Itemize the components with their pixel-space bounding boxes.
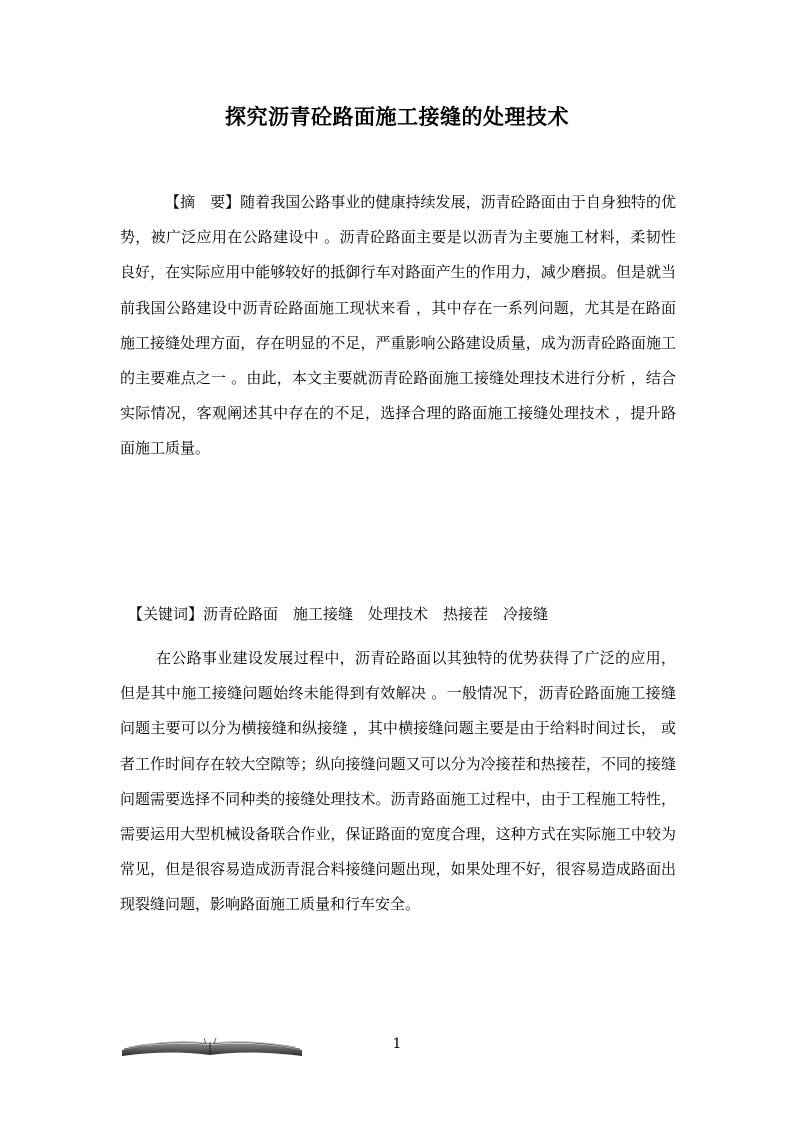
abstract-paragraph xyxy=(120,185,676,467)
page-number: 1 xyxy=(392,1036,402,1052)
abstract-text: 随着我国公路事业的健康持续发展，沥青砼路面由于自身独特的优势，被广泛应用在公路建设中 。沥青砼路面主要是以沥青为主要施工材料，柔韧性良好，在实际应用中能够较好的抵御行车对路面产生的作用力，减少磨损。但是就当前我国公路建设中沥青砼路面施工现状来看 ，其中存在一系列问题，尤其是在路面施工接缝处理方面，存在明显的不足，严重影响公路建设质量，成为沥青砼路面施工的主要难点之一 。由此，本文主要就沥青砼路面施工接缝处理技术进行分析 ，结合实际情况，客观阐述其中存在的不足，选择合理的路面施工接缝处理技术 ，提升路面施工质量。 xyxy=(120,193,676,458)
keywords-text: 沥青砼路面 施工接缝 处理技术 热接茬 冷接缝 xyxy=(203,605,549,623)
keywords-paragraph xyxy=(120,597,676,632)
intro-paragraph: 在公路事业建设发展过程中，沥青砼路面以其独特的优势获得了广泛的应用，但是其中施工接缝问题始终未能得到有效解决 。一般情况下，沥青砼路面施工接缝问题主要可以分为横接缝和纵接缝 ，其中横接缝问题主要是由于给料时间过长， 或者工作时间存在较大空隙等；纵向接缝问题又可以分为冷接茬和热接茬，不同的接缝问题需要选择不同种类的接缝处理技术。沥青路面施工过程中，由于工程施工特性，需要运用大型机械设备联合作业，保证路面的宽度合理，这种方式在实际施工中较为常见，但是很容易造成沥青混合料接缝问题出现，如果处理不好，很容易造成路面出现裂缝问题，影响路面施工质量和行车安全。 xyxy=(120,649,676,914)
keywords-label: 【关键词】 xyxy=(128,605,204,623)
document-title: 探究沥青砼路面施工接缝的处理技术 xyxy=(225,105,569,129)
abstract-label: 【摘 要】 xyxy=(165,193,241,211)
